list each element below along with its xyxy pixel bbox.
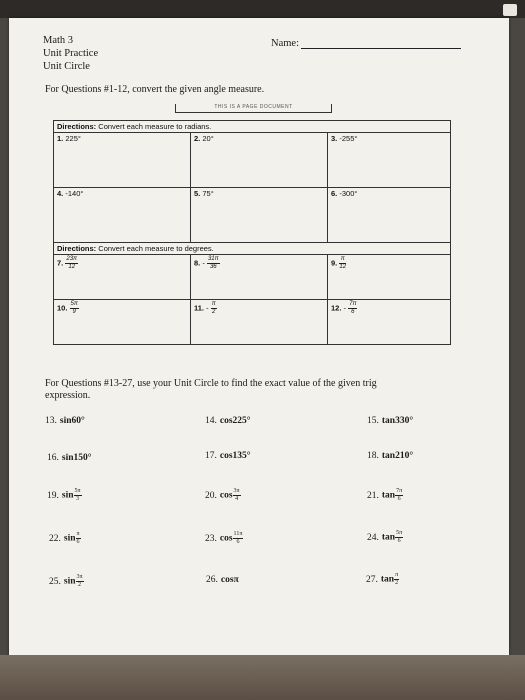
question-24: 24. tan $\frac{5\pi}{6}$ — [367, 530, 403, 544]
degrees-directions — [54, 243, 451, 255]
question-27: 27. tan $\frac{\pi}{2}$ — [366, 572, 399, 586]
unit-title: Unit Practice — [43, 48, 99, 59]
question-4: 4. -140° — [54, 188, 191, 243]
name-label: Name: — [271, 38, 299, 49]
document-banner — [175, 104, 332, 113]
worksheet-page — [9, 18, 509, 658]
question-16: 16. sin150° — [47, 453, 92, 463]
question-6: 6. -300° — [328, 188, 451, 243]
question-23: 23. cos $\frac{11\pi}{6}$ — [205, 531, 243, 545]
question-14: 14. cos225° — [205, 416, 251, 426]
question-19: 19. sin $\frac{5\pi}{3}$ — [47, 488, 81, 502]
degrees-directions-text: Convert each measure to degrees. — [98, 244, 214, 253]
question-1: 1. 225° — [54, 133, 191, 188]
radians-directions-text: Convert each measure to radians. — [98, 122, 212, 131]
degrees-directions-label: Directions: — [57, 244, 97, 253]
conversion-table — [53, 120, 451, 345]
question-15: 15. tan330° — [367, 416, 414, 426]
photo-background-bottom — [0, 655, 525, 700]
topic-title: Unit Circle — [43, 61, 90, 72]
banner-text: THIS IS A PAGE DOCUMENT — [214, 104, 293, 110]
section1-intro: For Questions #1-12, convert the given angle measure. — [45, 84, 265, 95]
question-11: 11. - $\frac{\pi}{2}$ — [191, 300, 328, 345]
question-22: 22. sin $\frac{\pi}{6}$ — [49, 531, 80, 545]
question-13: 13. sin60° — [45, 416, 85, 426]
question-2: 2. 20° — [191, 133, 328, 188]
question-21: 21. tan $\frac{7\pi}{6}$ — [367, 488, 403, 502]
question-25: 25. sin $\frac{3\pi}{2}$ — [49, 574, 83, 588]
section2-intro-line2: expression. — [45, 390, 91, 401]
question-8: 8. - $\frac{31\pi}{36}$ — [191, 255, 328, 300]
question-26: 26. cosπ — [206, 575, 239, 585]
photo-background-top — [0, 0, 525, 18]
question-7: 7. $\frac{23\pi}{12}$ — [54, 255, 191, 300]
paper-corner — [503, 4, 517, 16]
question-20: 20. cos $\frac{3\pi}{4}$ — [205, 488, 240, 502]
question-9: 9. $\frac{\pi}{12}$ — [328, 255, 451, 300]
question-17: 17. cos135° — [205, 451, 251, 461]
section2-intro-line1: For Questions #13-27, use your Unit Circle to find the exact value of the given trig — [45, 378, 377, 389]
question-3: 3. -255° — [328, 133, 451, 188]
radians-directions — [54, 121, 451, 133]
question-10: 10. $\frac{5\pi}{9}$ — [54, 300, 191, 345]
question-12: 12. - $\frac{7\pi}{6}$ — [328, 300, 451, 345]
question-5: 5. 75° — [191, 188, 328, 243]
question-18: 18. tan210° — [367, 451, 414, 461]
radians-directions-label: Directions: — [57, 122, 97, 131]
course-title: Math 3 — [43, 35, 74, 46]
name-field[interactable] — [301, 48, 461, 49]
